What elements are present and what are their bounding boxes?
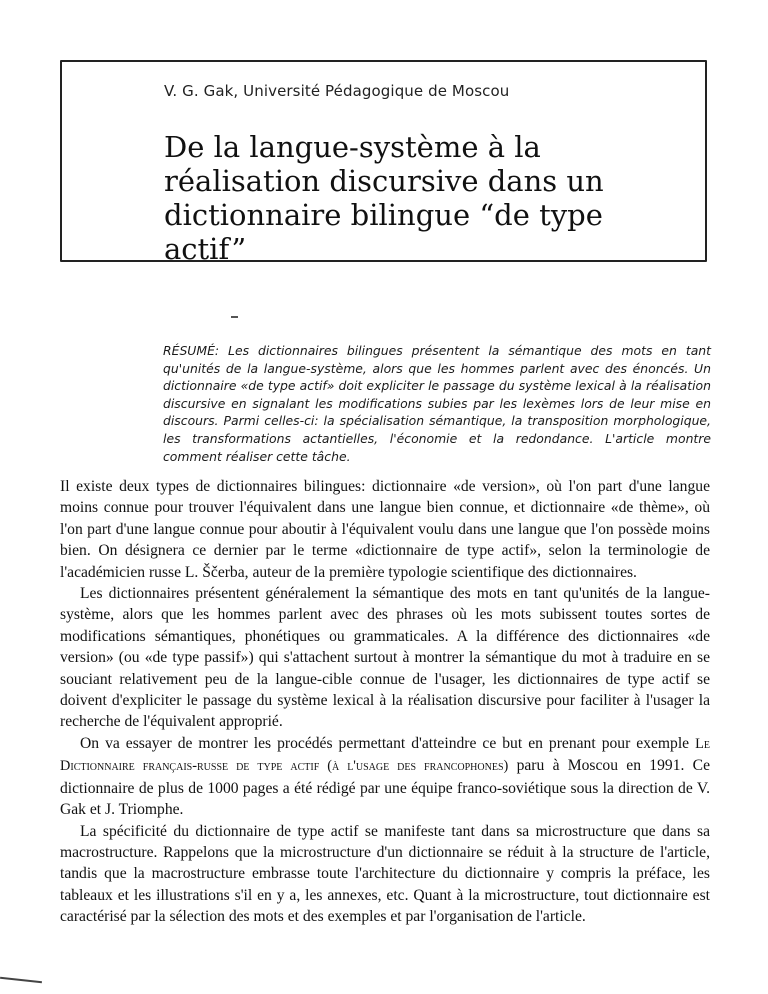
paragraph-3-end: paru à Moscou en 1991. Ce dictionnaire de plus de 1000 pages a été rédigé par une équipe franco-soviétique sous la direction de V. Gak et J. Triomphe. bbox=[60, 757, 710, 819]
title-box bbox=[60, 60, 707, 266]
abstract bbox=[163, 342, 711, 465]
paragraph-1: Il existe deux types de dictionnaires bilingues: dictionnaire «de version», où l'on part d'une langue moins connue pour trouver l'équivalent dans une langue bien connue, et dictionnaire «de thème», où l'on part d'une langue connue pour aboutir à l'équivalent voulu dans une langue que l'on possède moins bien. On désignera ce dernier par le terme «dictionnaire de type actif», selon la terminologie de l'académicien russe L. Ščerba, auteur de la première typologie scientifique des dictionnaires. bbox=[60, 478, 710, 581]
dictionary-title: Le Dictionnaire français-russe de type actif (à l'usage des francophones) bbox=[60, 735, 710, 775]
abstract-label: RÉSUMÉ: bbox=[163, 343, 220, 358]
scan-edge-mark bbox=[0, 977, 42, 983]
paragraph-2: Les dictionnaires présentent généralement la sémantique des mots en tant qu'unités de la langue-système, alors que les hommes parlent avec des phrases où les mots subissent toutes sortes de modifications sémantiques, phonétiques ou grammaticales. A la différence des dictionnaires «de version» (ou «de type passif») qui s'attachent surtout à montrer la sémantique du mot à traduire en se souciant relativement peu de la langue-cible connue de l'usager, les dictionnaires de type actif se doivent d'expliciter le passage du système lexical à la réalisation discursive pour faciliter à l'usager la recherche de l'équivalent approprié. bbox=[60, 585, 710, 731]
stray-mark bbox=[231, 316, 238, 318]
paragraph-4: La spécificité du dictionnaire de type actif se manifeste tant dans sa microstructure que dans sa macrostructure. Rappelons que la microstructure d'un dictionnaire se réduit à la structure de l'article, tandis que la macrostructure embrasse toute l'architecture du dictionnaire y compris la préface, les tableaux et les illustrations s'il en y a, les annexes, etc. Quant à la microstructure, tout dictionnaire est caractérisé par la sélection des mots et des exemples et par l'organisation de l'article. bbox=[60, 822, 710, 926]
article-body bbox=[60, 476, 710, 928]
abstract-text: Les dictionnaires bilingues présentent la sémantique des mots en tant qu'unités de la langue-système, alors que les hommes parlent avec des énoncés. Un dictionnaire «de type actif» doit expliciter le passage du système lexical à la réalisation discursive en signalant les modifications subies par les lexèmes lors de leur mise en discours. Parmi celles-ci: la spécialisation sémantique, la transposition morphologique, les transformations actantielles, l'économie et la redondance. L'article montre comment réaliser cette tâche. bbox=[163, 343, 711, 464]
author-affiliation: V. G. Gak, Université Pédagogique de Moscou bbox=[164, 82, 510, 100]
paragraph-3 bbox=[60, 733, 710, 821]
article-title: De la langue-système à la réalisation discursive dans un dictionnaire bilingue “de type actif” bbox=[164, 130, 604, 266]
paragraph-3-start: On va essayer de montrer les procédés permettant d'atteindre ce but en prenant pour exemple bbox=[80, 734, 696, 752]
